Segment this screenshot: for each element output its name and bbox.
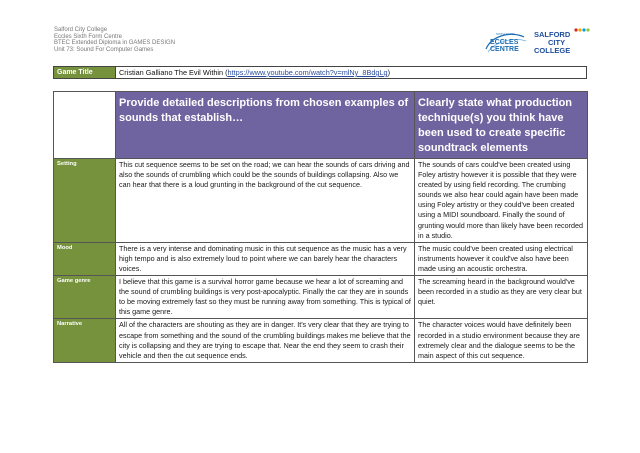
sound-analysis-table [53,91,588,363]
salford-city-college-logo [532,26,590,56]
mood-technique: The music could've been created using electrical instruments however it could've also have been made using an acoustic orchestra. [415,242,588,275]
salford-line2: CITY [548,38,566,47]
eccles-line2: CENTRE [490,46,519,53]
header-line: Unit 73: Sound For Computer Games [54,46,154,53]
game-title-value [116,67,586,78]
column-header-descriptions: Provide detailed descriptions from chosen examples of sounds that establish… [116,92,415,159]
header-line: BTEC Extended Diploma in GAMES DESIGN [54,40,176,47]
table-row [54,276,588,319]
game-genre-description: I believe that this game is a survival horror game because we hear a lot of screaming and the sound of crumbling buildings is very post-apocalyptic. Finally the car they are in sounds to be moving extremely fast so they must be running away from something. This is typical of this game genre. [116,276,415,319]
eccles-centre-logo [482,29,528,55]
row-label-setting: Setting [54,159,116,243]
narrative-description: All of the characters are shouting as they are in danger. It's very clear that they are trying to escape from something and the sound of the crumbling buildings makes me believe that the city is collapsing and they are trying to escape that. Near the end they seem to crash their vehicle and then the cut sequence ends. [116,319,415,362]
game-title-suffix: ) [387,68,390,77]
game-genre-technique: The screaming heard in the background would've been recorded in a studio as they are very clear but quiet. [415,276,588,319]
game-title-label: Game Title [54,67,116,78]
table-row [54,319,588,362]
header-line: Salford City College [54,27,108,33]
row-label-game-genre: Game genre [54,276,116,319]
mood-description: There is a very intense and dominating music in this cut sequence as the music has a very high tempo and is also extremely loud to point where we can barely hear the characters voices. [116,242,415,275]
empty-corner-cell [54,92,116,159]
game-title-name: Cristian Galliano The Evil Within ( [119,68,228,77]
game-title-row [53,66,587,79]
salford-line3: COLLEGE [534,46,571,55]
row-label-narrative: Narrative [54,319,116,362]
table-row [54,159,588,243]
table-row [54,242,588,275]
table-header-row [54,92,588,159]
college-header [54,27,175,53]
youtube-link[interactable]: https://www.youtube.com/watch?v=mlNy_8BdgLg [227,68,388,77]
eccles-top-text: SIXTH FORM [496,32,515,36]
eccles-line1: ECCLES [490,39,519,46]
setting-technique: The sounds of cars could've been created using Foley artistry however it is possible that they were created by using field recording. The crumbing sounds we also hear could again have been made using Foley artistry or they could've been created using a MIDI soundboard. Finally the sound of grunting would more than likely have been recorded in a studio. [415,159,588,243]
column-header-techniques: Clearly state what production technique(s) you think have been used to create specific soundtrack elements [415,92,588,159]
header-line: Eccles Sixth Form Centre [54,33,123,40]
row-label-mood: Mood [54,242,116,275]
setting-description: This cut sequence seems to be set on the road; we can hear the sounds of cars driving and also the sounds of crumbling which could be the sounds of buildings collapsing. Also we can hear that there is a loud grunting in the background of the cut sequence. [116,159,415,243]
salford-line1: SALFORD [534,30,571,39]
narrative-technique: The character voices would have definitely been recorded in a studio environment because they are extremely clear and the dialogue seems to be the main aspect of this cut sequence. [415,319,588,362]
